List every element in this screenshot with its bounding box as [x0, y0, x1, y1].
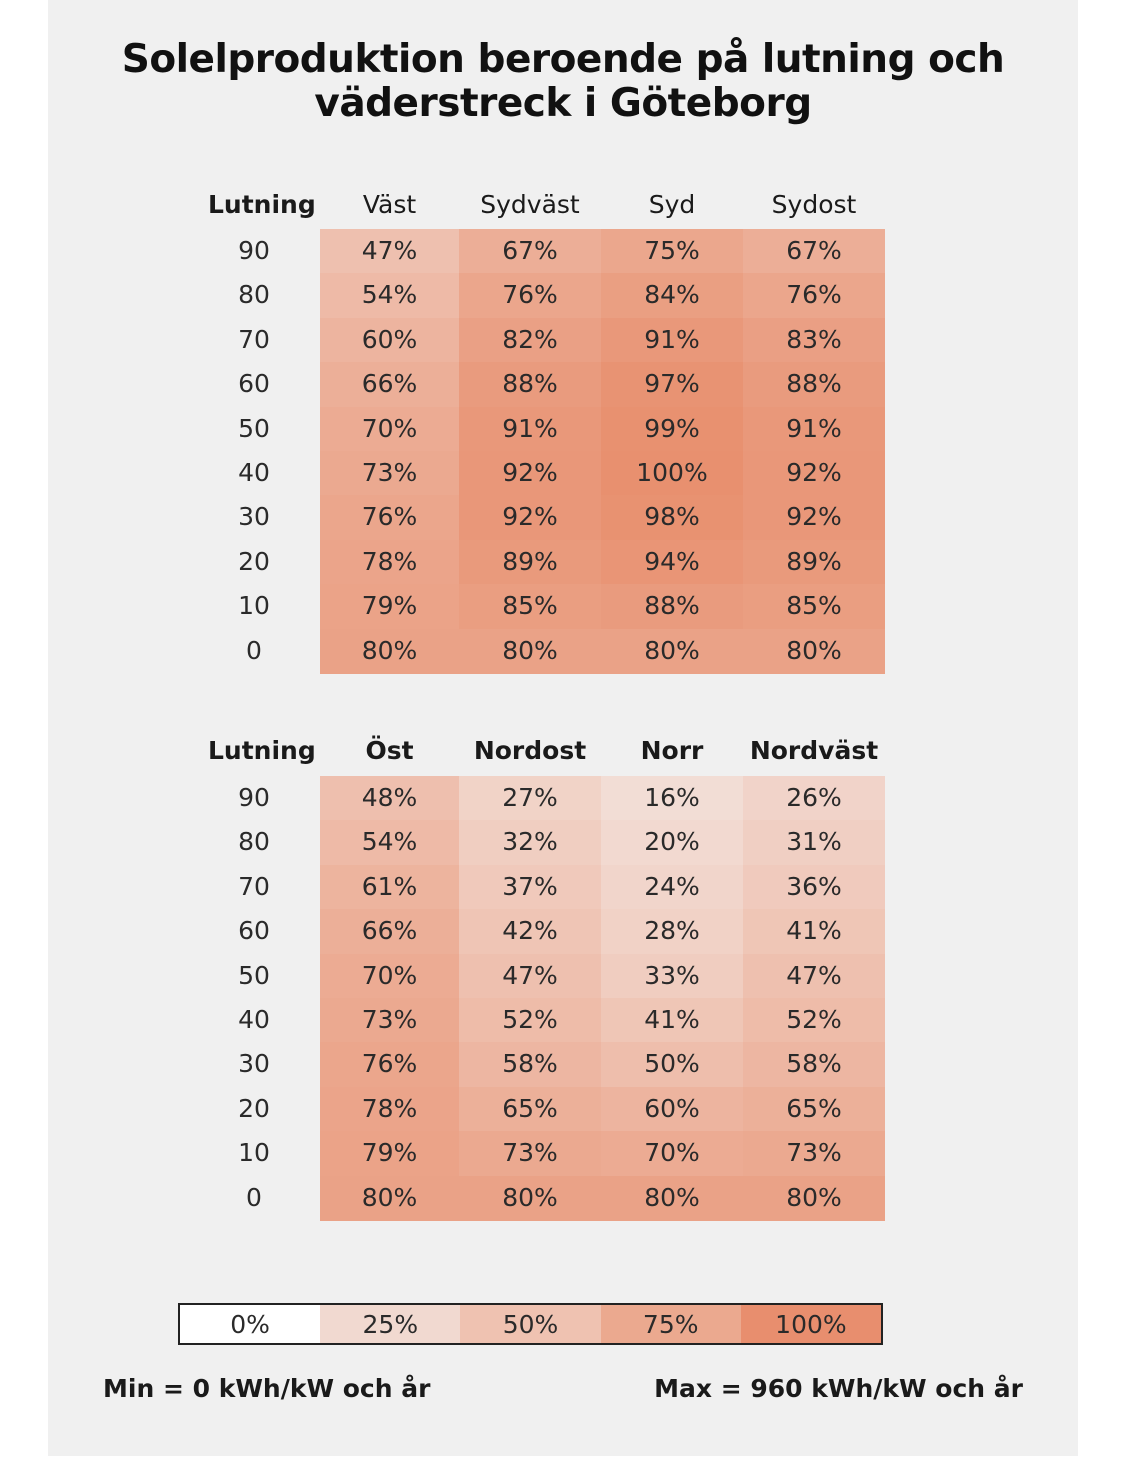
- legend-swatch-100: 100%: [741, 1305, 881, 1343]
- cell-value-label: 92%: [786, 458, 842, 487]
- cell-value-label: 31%: [786, 827, 842, 857]
- legend-swatch-25: 25%: [320, 1305, 460, 1343]
- cell-value-label: 76%: [361, 502, 418, 532]
- column-header: Sydost: [771, 190, 857, 219]
- cell-value-label: 52%: [502, 1005, 558, 1034]
- row-label: 20: [238, 1093, 270, 1123]
- cell-value-label: 97%: [644, 369, 700, 399]
- cell-value-label: 89%: [502, 546, 558, 576]
- cell-value-label: 67%: [502, 236, 558, 265]
- cell-value-label: 42%: [502, 916, 558, 946]
- row-label: 30: [238, 1049, 270, 1079]
- cell-value-label: 92%: [502, 458, 558, 487]
- cell-value-label: 80%: [361, 1182, 418, 1212]
- cell-value-label: 33%: [644, 960, 700, 990]
- column-header: Syd: [648, 190, 696, 219]
- row-label: 80: [238, 280, 270, 310]
- cell-value-label: 99%: [644, 413, 700, 443]
- cell-value-label: 80%: [786, 1182, 842, 1212]
- cell-value-label: 65%: [502, 1093, 558, 1123]
- cell-value-label: 92%: [786, 502, 842, 532]
- column-header: Öst: [365, 736, 414, 765]
- column-header: Norr: [640, 736, 704, 765]
- cell-value-label: 75%: [644, 236, 700, 265]
- cell-value-label: 88%: [786, 369, 842, 399]
- cell-value-label: 50%: [644, 1049, 700, 1079]
- cell-value-label: 26%: [786, 783, 842, 812]
- cell-value-label: 78%: [361, 1093, 418, 1123]
- cell-value-label: 80%: [361, 635, 418, 665]
- cell-value-label: 84%: [644, 280, 700, 310]
- cell-value-label: 73%: [361, 458, 418, 487]
- row-label: 40: [238, 458, 270, 487]
- cell-value-label: 91%: [786, 413, 842, 443]
- cell-value-label: 66%: [361, 916, 418, 946]
- cell-value-label: 16%: [644, 783, 700, 812]
- cell-value-label: 85%: [502, 591, 558, 621]
- cell-value-label: 76%: [502, 280, 558, 310]
- color-scale-legend: [178, 1303, 883, 1345]
- min-note: Min = 0 kWh/kW och år: [103, 1374, 431, 1403]
- row-label: 10: [238, 591, 270, 621]
- cell-value-label: 47%: [361, 236, 418, 265]
- cell-value-label: 61%: [361, 871, 418, 901]
- cell-value-label: 92%: [502, 502, 558, 532]
- cell-value-label: 91%: [502, 413, 558, 443]
- cell-value-label: 48%: [361, 783, 418, 812]
- cell-value-label: 73%: [786, 1138, 842, 1168]
- cell-value-label: 98%: [644, 502, 700, 532]
- cell-value-label: 41%: [644, 1005, 700, 1034]
- cell-value-label: 83%: [786, 324, 842, 354]
- cell-value-label: 20%: [644, 827, 700, 857]
- cell-value-label: 52%: [786, 1005, 842, 1034]
- column-header: Nordost: [473, 736, 587, 765]
- row-label: 10: [238, 1138, 270, 1168]
- cell-value-label: 54%: [361, 827, 418, 857]
- cell-value-label: 41%: [786, 916, 842, 946]
- cell-value-label: 85%: [786, 591, 842, 621]
- cell-value-label: 73%: [361, 1005, 418, 1034]
- row-label: 50: [238, 413, 270, 443]
- row-label: 0: [246, 635, 262, 665]
- row-label: 60: [238, 916, 270, 946]
- cell-value-label: 80%: [644, 1182, 700, 1212]
- column-header: Väst: [362, 190, 417, 219]
- cell-value-label: 78%: [361, 546, 418, 576]
- cell-value-label: 80%: [644, 635, 700, 665]
- cell-value-label: 89%: [786, 546, 842, 576]
- row-label: 20: [238, 546, 270, 576]
- cell-value-label: 36%: [786, 871, 842, 901]
- max-note: Max = 960 kWh/kW och år: [654, 1374, 1023, 1403]
- row-header-lutning: Lutning: [208, 736, 316, 765]
- cell-value-label: 27%: [502, 783, 558, 812]
- cell-value-label: 54%: [361, 280, 418, 310]
- cell-value-label: 80%: [502, 635, 558, 665]
- cell-value-label: 37%: [502, 871, 558, 901]
- legend-swatch-0: 0%: [180, 1305, 320, 1343]
- cell-value-label: 88%: [502, 369, 558, 399]
- cell-value-label: 80%: [502, 1182, 558, 1212]
- legend-swatch-50: 50%: [460, 1305, 600, 1343]
- row-header-lutning: Lutning: [208, 190, 316, 219]
- cell-value-label: 70%: [361, 413, 418, 443]
- cell-value-label: 58%: [502, 1049, 558, 1079]
- cell-value-label: 28%: [644, 916, 700, 946]
- cell-value-label: 80%: [786, 635, 842, 665]
- cell-value-label: 76%: [361, 1049, 418, 1079]
- row-label: 70: [238, 324, 270, 354]
- cell-value-label: 76%: [786, 280, 842, 310]
- row-label: 30: [238, 502, 270, 532]
- cell-value-label: 88%: [644, 591, 700, 621]
- cell-value-label: 66%: [361, 369, 418, 399]
- legend-swatch-75: 75%: [601, 1305, 741, 1343]
- cell-value-label: 24%: [644, 871, 700, 901]
- row-label: 90: [238, 236, 270, 265]
- cell-value-label: 60%: [644, 1093, 700, 1123]
- row-label: 70: [238, 871, 270, 901]
- row-label: 90: [238, 783, 270, 812]
- cell-value-label: 65%: [786, 1093, 842, 1123]
- cell-value-label: 60%: [361, 324, 418, 354]
- cell-value-label: 94%: [644, 546, 700, 576]
- row-label: 50: [238, 960, 270, 990]
- cell-value-label: 73%: [502, 1138, 558, 1168]
- cell-value-label: 82%: [502, 324, 558, 354]
- cell-value-label: 58%: [786, 1049, 842, 1079]
- cell-value-label: 70%: [644, 1138, 700, 1168]
- cell-value-label: 79%: [361, 591, 418, 621]
- cell-value-label: 91%: [644, 324, 700, 354]
- row-label: 60: [238, 369, 270, 399]
- row-label: 40: [238, 1005, 270, 1034]
- column-header: Sydväst: [480, 190, 580, 219]
- cell-value-label: 70%: [361, 960, 418, 990]
- cell-value-label: 47%: [502, 960, 558, 990]
- cell-value-label: 47%: [786, 960, 842, 990]
- row-label: 80: [238, 827, 270, 857]
- cell-value-label: 79%: [361, 1138, 418, 1168]
- column-header: Nordväst: [749, 736, 879, 765]
- cell-value-label: 32%: [502, 827, 558, 857]
- chart-title: Solelproduktion beroende på lutning och väderstreck i Göteborg: [121, 37, 1005, 126]
- row-label: 0: [246, 1182, 262, 1212]
- cell-value-label: 100%: [636, 458, 708, 487]
- cell-value-label: 67%: [786, 236, 842, 265]
